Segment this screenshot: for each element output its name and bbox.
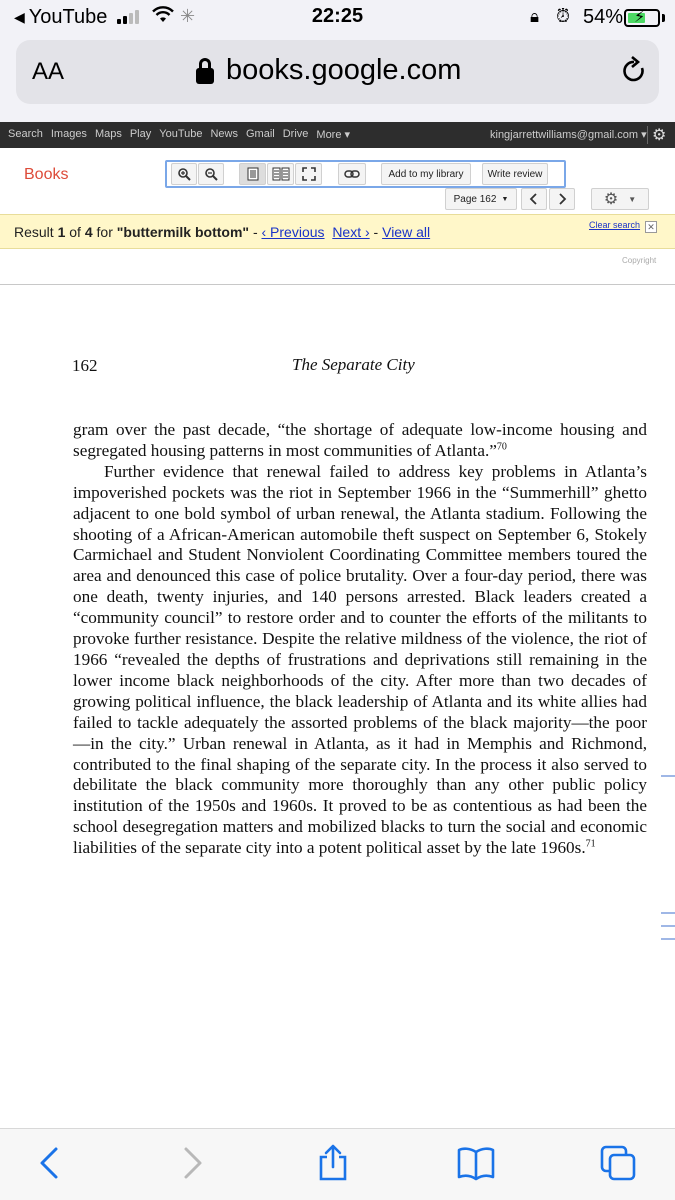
gbar-link-news[interactable]: News xyxy=(210,128,238,140)
footnote-marker: 71 xyxy=(585,838,596,850)
status-bar xyxy=(0,0,675,36)
page-body xyxy=(73,420,647,859)
previous-result-link[interactable]: ‹ Previous xyxy=(261,224,325,240)
scroll-marker xyxy=(661,912,675,914)
padlock-icon xyxy=(196,58,214,84)
gbar-link-images[interactable]: Images xyxy=(50,128,87,140)
add-to-library-button[interactable]: Add to my library xyxy=(381,163,471,185)
two-page-view-button[interactable] xyxy=(267,163,294,185)
search-query: "buttermilk bottom" xyxy=(116,224,250,240)
battery-percent: 54% xyxy=(583,6,624,28)
reader-settings-button[interactable]: AA xyxy=(32,58,65,85)
page-number: 162 xyxy=(72,356,98,375)
gear-icon[interactable]: ⚙ xyxy=(652,127,667,144)
result-current: 1 xyxy=(57,224,66,240)
paragraph xyxy=(73,420,647,462)
result-for-word: for xyxy=(96,224,113,240)
next-result-link[interactable]: Next › xyxy=(332,224,370,240)
zoom-out-icon xyxy=(204,167,218,181)
write-review-button[interactable]: Write review xyxy=(482,163,548,185)
gbar-link-gmail[interactable]: Gmail xyxy=(246,128,275,140)
chevron-left-icon xyxy=(529,193,539,205)
two-page-icon xyxy=(272,167,290,181)
settings-gear-icon: ⚙ xyxy=(603,191,619,208)
tabs-icon xyxy=(598,1143,638,1183)
chevron-left-icon xyxy=(30,1143,70,1183)
clear-search-link[interactable]: Clear search xyxy=(589,220,641,230)
result-of-word: of xyxy=(69,224,81,240)
gbar-link-youtube[interactable]: YouTube xyxy=(159,128,203,140)
zoom-out-button[interactable] xyxy=(198,163,224,185)
share-icon xyxy=(313,1143,353,1183)
search-result-text: Result 1 of 4 for "buttermilk bottom" - ‹ Previous Next › - View all xyxy=(14,224,431,240)
page-divider xyxy=(0,284,675,285)
gbar-link-drive[interactable]: Drive xyxy=(282,128,309,140)
page-select-label: Page 162 xyxy=(453,193,497,205)
scroll-marker xyxy=(661,775,675,777)
bookmarks-button[interactable] xyxy=(456,1143,496,1183)
orientation-lock-icon: 🔒︎ xyxy=(530,7,540,26)
tabs-button[interactable] xyxy=(598,1143,638,1183)
copyright-notice: Copyright xyxy=(622,256,657,265)
gbar-link-maps[interactable]: Maps xyxy=(94,128,122,140)
books-logo[interactable]: Books xyxy=(24,166,69,183)
viewer-toolbox xyxy=(165,160,566,188)
settings-button[interactable] xyxy=(591,188,649,210)
browser-top-bar xyxy=(0,36,675,122)
scroll-marker xyxy=(661,925,675,927)
forward-button[interactable] xyxy=(172,1143,212,1183)
previous-page-button[interactable] xyxy=(521,188,547,210)
clock: 22:25 xyxy=(311,5,364,27)
book-icon xyxy=(456,1143,496,1183)
reload-icon[interactable] xyxy=(620,56,648,93)
search-result-banner xyxy=(0,214,675,249)
result-word: Result xyxy=(14,224,54,240)
zoom-in-button[interactable] xyxy=(171,163,197,185)
back-button[interactable] xyxy=(30,1143,70,1183)
chevron-down-icon: ▼ xyxy=(628,194,637,204)
chevron-right-icon xyxy=(172,1143,212,1183)
single-page-icon xyxy=(247,167,259,181)
books-toolbar xyxy=(0,148,675,214)
gbar-link-search[interactable]: Search xyxy=(8,128,43,140)
single-page-view-button[interactable] xyxy=(239,163,266,185)
fullscreen-button[interactable] xyxy=(295,163,322,185)
result-total: 4 xyxy=(84,224,93,240)
gbar-link-more[interactable]: More ▾ xyxy=(316,129,351,141)
battery-icon: ⚡︎ xyxy=(624,9,660,27)
account-menu[interactable]: kingjarrettwilliams@gmail.com ▾ xyxy=(490,129,647,141)
chevron-right-icon xyxy=(557,193,567,205)
alarm-icon: ⏰︎ xyxy=(556,6,571,26)
fullscreen-icon xyxy=(302,167,316,181)
link-icon xyxy=(344,169,360,179)
paragraph-text: Further evidence that renewal failed to address key problems in Atlanta’s impoverished pockets was the riot in September 1966 in the “Summerhill” ghetto adjacent to one bold symbol of urban renewal, the Atlanta stadium. Following the shooting of a African-American automobile theft suspect on September 6, Stokely Carmichael and Student Nonviolent Coordinating Committee members toured the area and denounced this case of police brutality. Over a four-day period, there was one death, twenty injuries, and 140 persons arrested. Black leaders created a “community council” to restore order and to counter the efforts of the militants to provoke further resistance. Despite the relative mildness of the violence, the riot of 1966 “revealed the depths of frustrations and deprivations still remaining in the lower income black neighborhoods of the city. After more than two decades of growing political influence, the black leadership of Atlanta and its white allies had failed to tackle adequately the assorted problems of the black majority—the poor—in the city.” Urban renewal in Atlanta, as it had in Memphis and Richmond, contributed to the final shaping of the separate city. In the process it also served to debilitate the black community more thoroughly than any other public policy institution of the 1950s and 1960s. It proved to be as contentious as had been the school desegregation matters and mobilized blacks to turn the social and economic liabilities of the separate city into a potent political asset by the late 1960s. xyxy=(73,461,647,858)
close-icon[interactable]: ✕ xyxy=(645,221,657,233)
zoom-in-icon xyxy=(177,167,191,181)
page-select-dropdown[interactable] xyxy=(445,188,517,210)
browser-bottom-toolbar xyxy=(0,1128,675,1200)
running-head: The Separate City xyxy=(292,355,415,374)
google-bar xyxy=(0,122,675,148)
chevron-down-icon: ▼ xyxy=(501,195,509,203)
back-triangle-icon: ◀ xyxy=(14,9,25,25)
view-all-link[interactable]: View all xyxy=(382,224,431,240)
loading-spinner-icon: ✳ xyxy=(180,6,196,26)
url-domain[interactable]: books.google.com xyxy=(226,54,462,86)
back-app-label: YouTube xyxy=(28,6,108,28)
footnote-marker: 70 xyxy=(496,441,507,453)
share-button[interactable] xyxy=(313,1143,353,1183)
link-button[interactable] xyxy=(338,163,366,185)
address-bar[interactable] xyxy=(16,40,659,104)
scroll-marker xyxy=(661,938,675,940)
gbar-link-play[interactable]: Play xyxy=(129,128,152,140)
paragraph xyxy=(73,462,647,859)
next-page-button[interactable] xyxy=(549,188,575,210)
paragraph-text: gram over the past decade, “the shortage of adequate low-income housing and segregated housing patterns in most communities of Atlanta.” xyxy=(73,420,647,460)
